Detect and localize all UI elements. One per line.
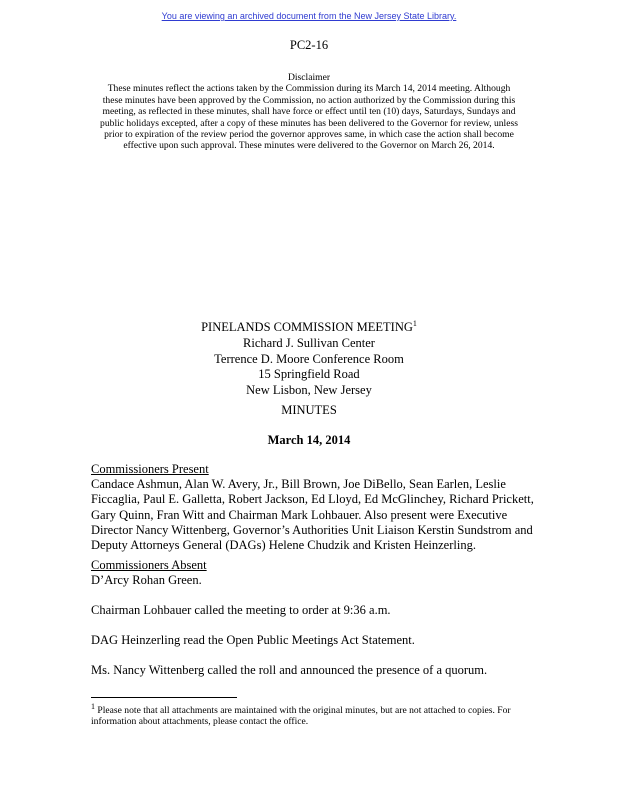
- commissioners-present-heading: Commissioners Present: [91, 462, 209, 476]
- disclaimer-line: prior to expiration of the review period the governor approves same, in which case the action shall become: [104, 129, 514, 141]
- paragraph-call-to-order: Chairman Lohbauer called the meeting to order at 9:36 a.m.: [91, 603, 391, 617]
- footnote-text: Please note that all attachments are maintained with the original minutes, but are not attached to copies. For: [95, 705, 511, 716]
- disclaimer-line: These minutes reflect the actions taken by the Commission during its March 14, 2014 meeting. Although: [107, 83, 511, 95]
- disclaimer-line: effective upon such approval. These minutes were delivered to the Governor on March 26, 2014.: [123, 140, 495, 152]
- meeting-title-text: PINELANDS COMMISSION MEETING: [201, 320, 413, 334]
- absent-text: D’Arcy Rohan Green.: [91, 573, 202, 588]
- archive-banner-link[interactable]: You are viewing an archived document from the New Jersey State Library.: [161, 11, 457, 21]
- disclaimer-line: these minutes have been approved by the Commission, no action authorized by the Commission during this: [102, 94, 516, 106]
- disclaimer-block: [88, 72, 530, 152]
- minutes-heading: MINUTES: [281, 403, 337, 417]
- disclaimer-line: public holidays excepted, after a copy of these minutes has been delivered to the Governor for review, unless: [100, 117, 518, 129]
- location-line: 15 Springfield Road: [258, 367, 360, 382]
- footnote-line: [91, 701, 541, 716]
- commissioners-absent-heading: Commissioners Absent: [91, 558, 207, 572]
- document-id: PC2-16: [289, 38, 329, 52]
- location-line: New Lisbon, New Jersey: [246, 383, 372, 398]
- present-line: Deputy Attorneys General (DAGs) Helene Chudzik and Kristen Heinzerling.: [91, 538, 476, 553]
- footnote-marker: 1: [91, 701, 95, 711]
- location-line: Terrence D. Moore Conference Room: [214, 351, 404, 366]
- disclaimer-line: meeting, as reflected in these minutes, shall have force or effect until ten (10) days, Saturdays, Sundays and: [102, 106, 516, 118]
- present-line: Ficcaglia, Paul E. Galletta, Robert Jackson, Ed Lloyd, Ed McGlinchey, Richard Prickett,: [91, 492, 534, 507]
- footnote-marker: 1: [412, 318, 417, 328]
- present-line: Gary Quinn, Fran Witt and Chairman Mark Lohbauer. Also present were Executive: [91, 507, 508, 522]
- footnote-divider: [91, 697, 237, 698]
- commissioners-present-section: [91, 462, 536, 553]
- paragraph-opma-statement: DAG Heinzerling read the Open Public Meetings Act Statement.: [91, 633, 415, 647]
- footnote-line: information about attachments, please contact the office.: [91, 716, 309, 728]
- meeting-header: [0, 320, 618, 399]
- meeting-date: March 14, 2014: [267, 433, 351, 447]
- meeting-title: [0, 320, 618, 336]
- disclaimer-title: Disclaimer: [287, 72, 331, 83]
- footnote: [91, 701, 541, 728]
- location-line: Richard J. Sullivan Center: [243, 335, 375, 350]
- present-line: Director Nancy Wittenberg, Governor’s Authorities Unit Liaison Kerstin Sundstrom and: [91, 522, 533, 537]
- commissioners-absent-section: [91, 558, 536, 588]
- paragraph-roll-call: Ms. Nancy Wittenberg called the roll and announced the presence of a quorum.: [91, 663, 488, 677]
- present-line: Candace Ashmun, Alan W. Avery, Jr., Bill Brown, Joe DiBello, Sean Earlen, Leslie: [91, 477, 506, 492]
